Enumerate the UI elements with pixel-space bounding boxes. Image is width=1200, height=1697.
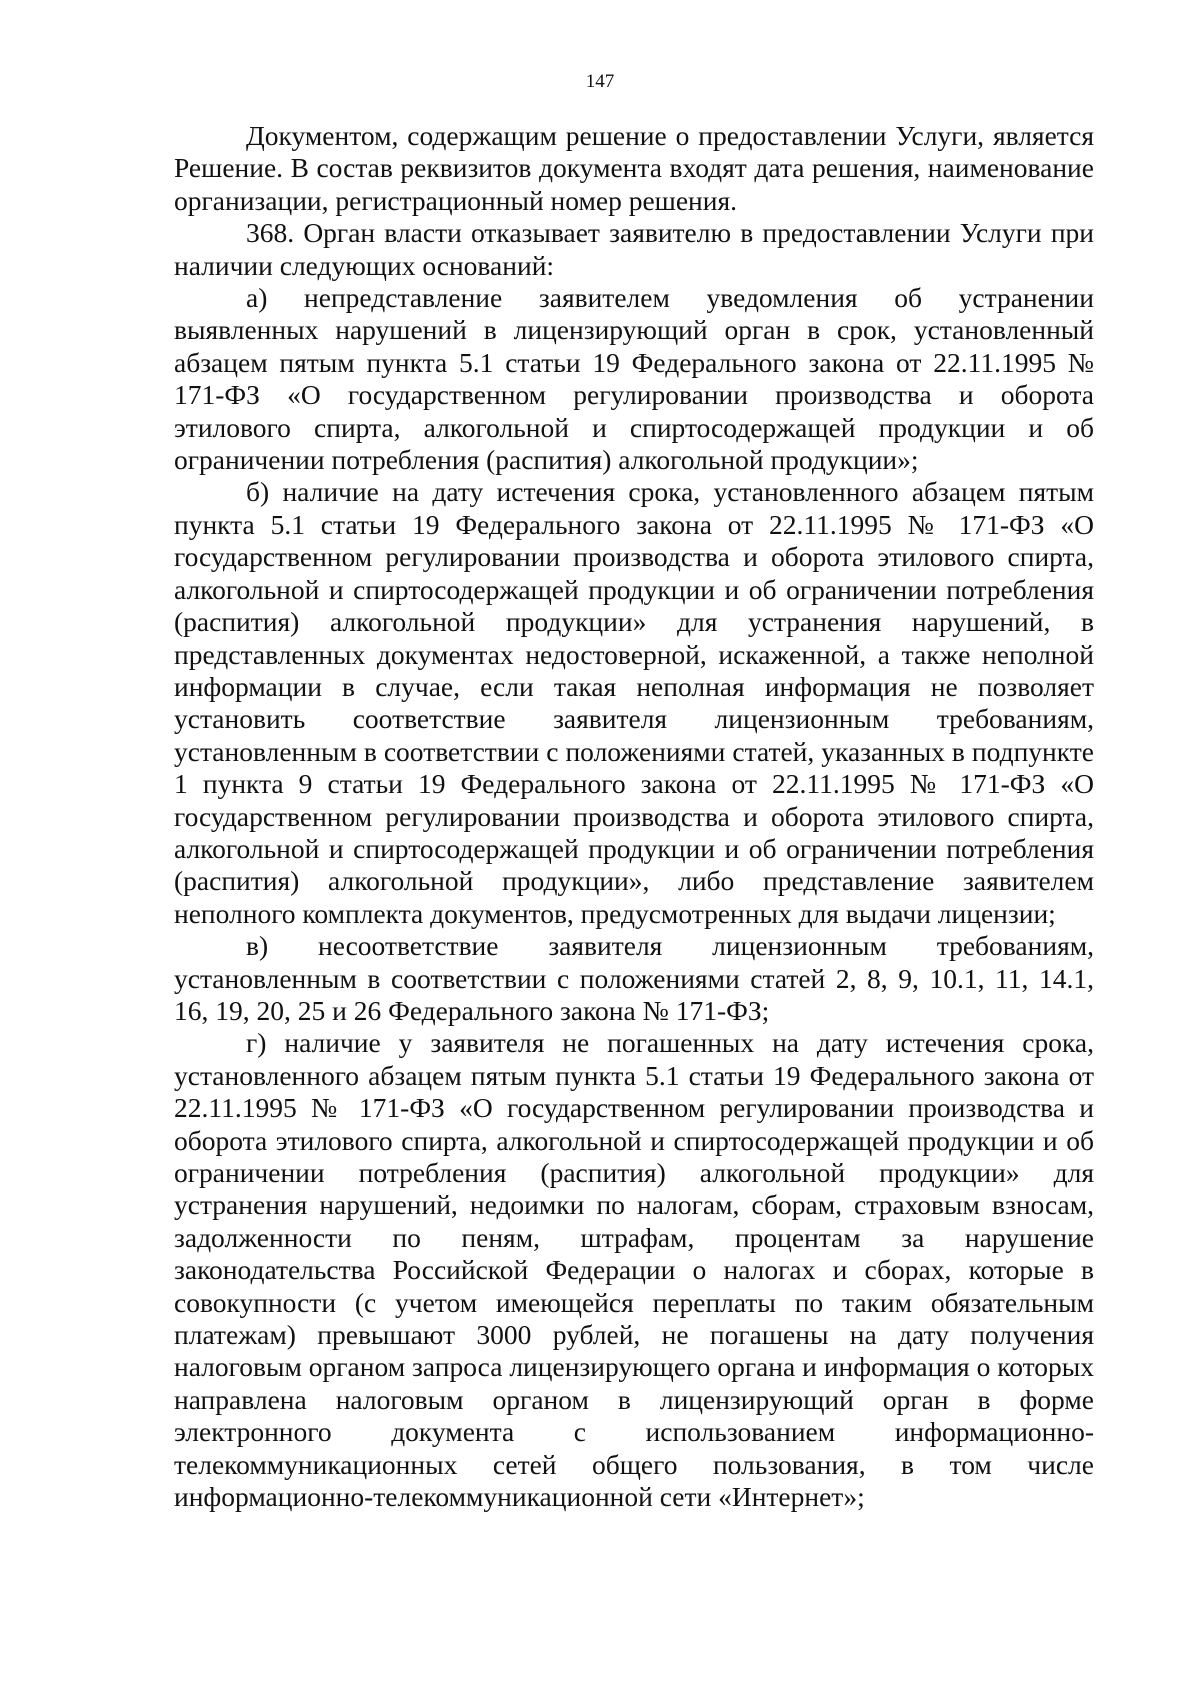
document-body [174,120,1094,1513]
paragraph-item-v: в) несоответствие заявителя лицензионным требованиям, установленным в соответствии с положениями статей 2, 8, 9, 10.1, 11, 14.1, 16, 19, 20, 25 и 26 Федерального закона № 171-ФЗ; [174,930,1094,1026]
paragraph-decision-document: Документом, содержащим решение о предоставлении Услуги, является Решение. В состав реквизитов документа входят дата решения, наименование организации, регистрационный номер решения. [174,120,1094,216]
paragraph-item-b: б) наличие на дату истечения срока, установленного абзацем пятым пункта 5.1 статьи 19 Федерального закона от 22.11.1995 № 171-ФЗ «О государственном регулировании производства и оборота этилового спирта, алкогольной и спиртосодержащей продукции и об ограничении потребления (распития) алкогольной продукции» для устранения нарушений, в представленных документах недостоверной, искаженной, а также неполной информации в случае, если такая неполная информация не позволяет установить соответствие заявителя лицензионным требованиям, установленным в соответствии с положениями статей, указанных в подпункте 1 пункта 9 статьи 19 Федерального закона от 22.11.1995 № 171-ФЗ «О государственном регулировании производства и оборота этилового спирта, алкогольной и спиртосодержащей продукции и об ограничении потребления (распития) алкогольной продукции», либо представление заявителем неполного комплекта документов, предусмотренных для выдачи лицензии; [174,476,1094,929]
paragraph-item-g: г) наличие у заявителя не погашенных на дату истечения срока, установленного абзацем пятым пункта 5.1 статьи 19 Федерального закона от 22.11.1995 № 171-ФЗ «О государственном регулировании производства и оборота этилового спирта, алкогольной и спиртосодержащей продукции и об ограничении потребления (распития) алкогольной продукции» для устранения нарушений, недоимки по налогам, сборам, страховым взносам, задолженности по пеням, штрафам, процентам за нарушение законодательства Российской Федерации о налогах и сборах, которые в совокупности (с учетом имеющейся переплаты по таким обязательным платежам) превышают 3000 рублей, не погашены на дату получения налоговым органом запроса лицензирующего органа и информация о которых направлена налоговым органом в лицензирующий орган в форме электронного документа с использованием информационно-телекоммуникационных сетей общего пользования, в том числе информационно-телекоммуникационной сети «Интернет»; [174,1027,1094,1513]
page-number: 147 [585,71,615,92]
paragraph-item-a: а) непредставление заявителем уведомления об устранении выявленных нарушений в лицензирующий орган в срок, установленный абзацем пятым пункта 5.1 статьи 19 Федерального закона от 22.11.1995 № 171-ФЗ «О государственном регулировании производства и оборота этилового спирта, алкогольной и спиртосодержащей продукции и об ограничении потребления (распития) алкогольной продукции»; [174,282,1094,476]
paragraph-368-refusal-grounds: 368. Орган власти отказывает заявителю в предоставлении Услуги при наличии следующих оснований: [174,217,1094,281]
